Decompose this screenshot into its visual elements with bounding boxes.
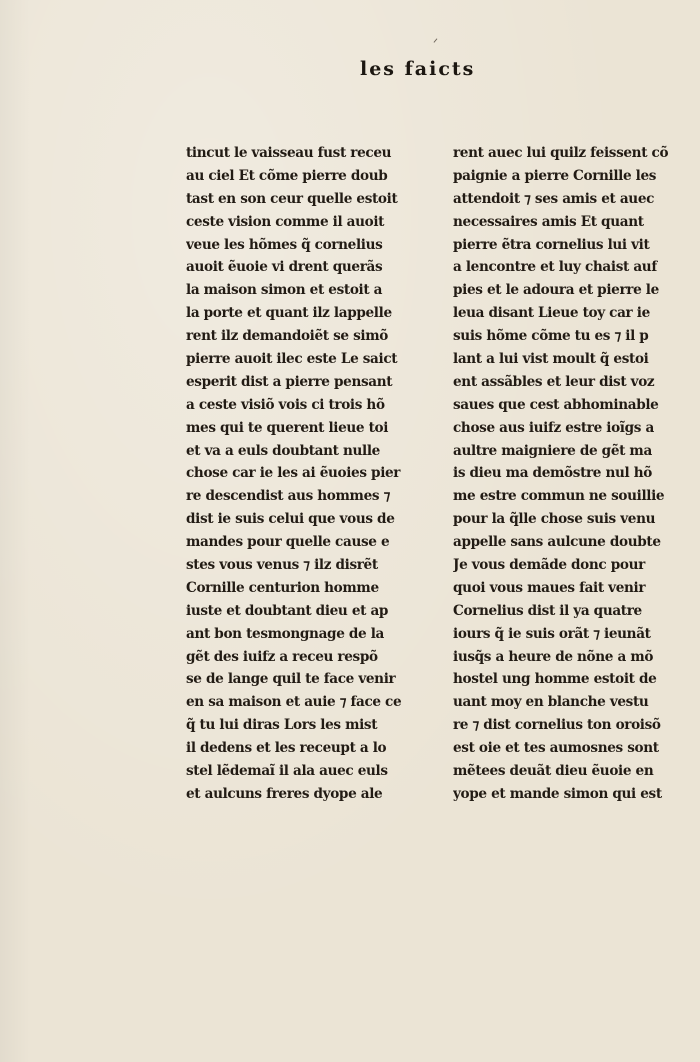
text-line: stel lẽdemaĩ il ala auec euls [186, 763, 388, 780]
text-line: attendoit ⁊ ses amis et auec [453, 190, 655, 207]
text-line: tincut le vaisseau fust receu [186, 145, 392, 161]
text-line: mandes pour quelle cause e [186, 534, 390, 551]
text-line: is dieu ma demõstre nul hõ [453, 465, 653, 482]
text-line: dist ie suis celui que vous de [186, 511, 395, 528]
text-line: esperit dist a pierre pensant [186, 373, 393, 390]
text-line: gẽt des iuifz a receu respõ [186, 648, 378, 665]
text-line: veue les hõmes q̃ cornelius [186, 236, 383, 253]
text-line: yope et mande simon qui est [453, 785, 662, 802]
text-line: est oie et tes aumosnes sont [453, 740, 659, 757]
text-line: re descendist aus hommes ⁊ [186, 488, 390, 505]
text-line: iusq̃s a heure de nõne a mõ [453, 648, 654, 665]
text-line: il dedens et les receupt a lo [186, 740, 387, 757]
text-line: se de lange quil te face venir [186, 671, 396, 688]
text-line: pierre ẽtra cornelius lui vit [453, 236, 650, 253]
text-line: Cornelius dist il ya quatre [453, 602, 642, 619]
text-line: iuste et doubtant dieu et ap [186, 602, 389, 619]
text-line: saues que cest abhominable [453, 396, 659, 413]
text-line: tast en son ceur quelle estoit [186, 190, 398, 207]
text-line: la maison simon et estoit a [186, 282, 383, 299]
text-line: hostel ung homme estoit de [453, 671, 657, 688]
text-line: Je vous demãde donc pour [453, 557, 645, 574]
text-line: iours q̃ ie suis orãt ⁊ ieunãt [453, 625, 651, 642]
text-line: quoi vous maues fait venir [453, 579, 646, 596]
text-line: pour la q̃lle chose suis venu [453, 511, 656, 528]
text-line: leua disant Lieue toy car ie [453, 305, 650, 322]
text-line: re ⁊ dist cornelius ton oroisõ [453, 717, 661, 734]
text-line: appelle sans aulcune doubte [453, 534, 661, 551]
text-line: et aulcuns freres dyope ale [186, 785, 383, 802]
text-line: mes qui te querent lieue toi [186, 419, 389, 436]
text-line: au ciel Et cõme pierre doub [186, 167, 388, 184]
text-line: suis hõme cõme tu es ⁊ il p [453, 328, 649, 345]
text-line: paignie a pierre Cornille les [453, 167, 657, 184]
left-text-column [186, 142, 414, 806]
running-head: les faicts [360, 58, 476, 80]
text-line: ceste vision comme il auoit [186, 213, 385, 230]
text-line: mẽtees deuãt dieu ẽuoie en [453, 763, 654, 780]
text-line: a lencontre et luy chaist auf [453, 259, 657, 276]
text-line: en sa maison et auie ⁊ face ce [186, 694, 402, 711]
text-line: Cornille centurion homme [186, 579, 379, 596]
right-text-column [453, 142, 681, 806]
text-line: stes vous venus ⁊ ilz disrẽt [186, 557, 378, 574]
text-line: lant a lui vist moult q̃ estoi [453, 351, 649, 368]
text-line: la porte et quant ilz lappelle [186, 305, 392, 322]
text-line: uant moy en blanche vestu [453, 694, 649, 711]
text-line: chose car ie les ai ẽuoies pier [186, 465, 401, 482]
text-line: pierre auoit ilec este Le saict [186, 351, 398, 368]
text-line: rent ilz demandoiẽt se simõ [186, 328, 388, 345]
text-line: aultre maigniere de gẽt ma [453, 442, 652, 459]
text-line: auoit ẽuoie vi drent querãs [186, 259, 383, 276]
text-line: pies et le adoura et pierre le [453, 282, 659, 299]
text-line: me estre commun ne souillie [453, 488, 665, 505]
text-line: ant bon tesmongnage de la [186, 625, 384, 642]
text-line: rent auec lui quilz feissent cõ [453, 145, 669, 161]
text-line: necessaires amis Et quant [453, 213, 644, 230]
text-line: et va a euls doubtant nulle [186, 442, 380, 459]
text-line: chose aus iuifz estre ioĩgs a [453, 419, 654, 436]
pencil-mark: ᐟ [433, 36, 439, 50]
text-line: q̃ tu lui diras Lors les mist [186, 717, 378, 734]
text-line: ent assãbles et leur dist voz [453, 373, 655, 390]
text-line: a ceste visiõ vois ci trois hõ [186, 396, 385, 413]
